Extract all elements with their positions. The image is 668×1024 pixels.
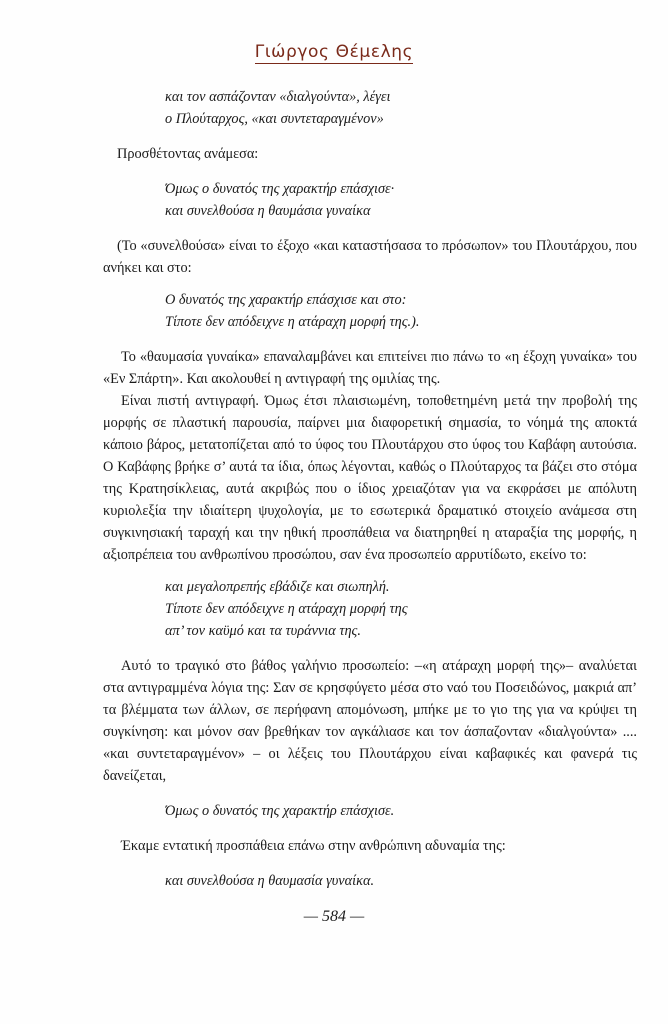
verse-line: ο Πλούταρχος, «και συντεταραγμένον» (165, 111, 384, 127)
paragraph-1: Προσθέτοντας ανάμεσα: (117, 146, 259, 162)
verse-block-2 (103, 178, 637, 222)
paragraph-6: Έκαμε εντατική προσπάθεια επάνω στην ανθρώπινη αδυναμία της: (121, 838, 506, 854)
paragraph-3: Το «θαυμασία γυναίκα» επαναλαμβάνει και επιτείνει πιο πάνω το «η έξοχη γυναίκα» του «Εν Σπάρτη». Και ακολουθεί η αντιγραφή της ομιλίας της. (103, 349, 637, 387)
verse-line: Τίποτε δεν απόδειχνε η ατάραχη μορφή της (165, 601, 408, 617)
verse-line: και συνελθούσα η θαυμάσια γυναίκα (165, 203, 371, 219)
paragraph-2: (Το «συνελθούσα» είναι το έξοχο «και καταστήσασα το πρόσωπον» του Πλουτάρχου, που ανήκει και στο: (103, 238, 637, 276)
verse-line: και συνελθούσα η θαυμασία γυναίκα. (165, 873, 375, 889)
page-number: — 584 — (303, 908, 365, 925)
verse-line: Τίποτε δεν απόδειχνε η ατάραχη μορφή της.). (165, 314, 420, 330)
paragraph-4: Είναι πιστή αντιγραφή. Όμως έτσι πλαισιωμένη, τοποθετημένη μετά την προβολή της μορφής σε πλαστική παρουσία, παίρνει μια διαφορετική σημασία, το νόημά της αποκτά κάποιο βάρος, μετατοπίζεται από το ύφος του Πλουτάρχου στο ύφος του Καβάφη αυτούσια. Ο Καβάφης βρήκε σ’ αυτά τα ίδια, όπως λέγονται, καθώς ο Πλούταρχος τα βάζει στο στόμα της Κρατησίκλειας, αυτά ακριβώς που ο ίδιος χρειαζόταν για να εκφράσει με απόλυτη κυριολεξία την ιδιαίτερη ψυχολογία, με το εσωτερικά δραματικό στοιχείο ανάμεσα στη συγκινησιακή ταραχή και την ηθική προσπάθεια να διατηρηθεί η αταραξία της μορφής, η αξιοπρέπεια του ανθρωπίνου προσώπου, σαν ένα προσωπείο αρρυτίδωτο, εκείνο το: (103, 393, 637, 563)
paragraph-5: Αυτό το τραγικό στο βάθος γαλήνιο προσωπείο: –«η ατάραχη μορφή της»– αναλύεται στα αντιγραμμένα λόγια της: Σαν σε κρησφύγετο μέσα στο ναό του Ποσειδώνος, μακριά απ’ τα βλέμματα των άλλων, σε περήφανη απομόνωση, μπήκε με το γιο της για να κρύψει τη συγκίνηση: και μόνον σαν βρεθήκαν τον αγκάλιασε και τον άσπαζονταν «διαλγούντα» .... «και συντεταραγμένον» – οι λέξεις του Πλουτάρχου είναι καβαφικές και φανερά τις δανείζεται, (103, 658, 637, 784)
verse-line: απ’ τον καϋμό και τα τυράννια της. (165, 623, 361, 639)
verse-line: και μεγαλοπρεπής εβάδιζε και σιωπηλή. (165, 579, 390, 595)
verse-line: και τον ασπάζονταν «διαλγούντα», λέγει (165, 89, 391, 105)
verse-line: Όμως ο δυνατός της χαρακτήρ επάσχισε· (165, 181, 395, 197)
running-header (0, 42, 668, 62)
verse-line: Όμως ο δυνατός της χαρακτήρ επάσχισε. (165, 803, 395, 819)
author-name: Γιώργος Θέμελης (254, 42, 414, 62)
verse-block-3 (103, 289, 637, 333)
verse-line: Ο δυνατός της χαρακτήρ επάσχισε και στο: (165, 292, 407, 308)
page-body (103, 86, 637, 892)
verse-block-4 (103, 576, 637, 642)
verse-block-6 (103, 870, 637, 892)
verse-block-5 (103, 800, 637, 822)
verse-block-1 (103, 86, 637, 130)
